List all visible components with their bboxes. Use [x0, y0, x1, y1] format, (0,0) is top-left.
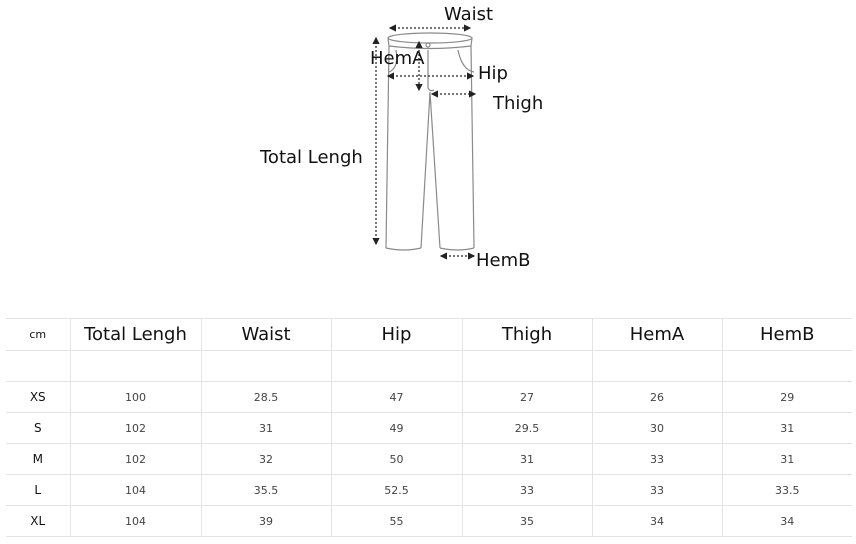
- column-header: Hip: [331, 319, 462, 351]
- column-header: Thigh: [462, 319, 592, 351]
- value-cell: 31: [462, 444, 592, 475]
- hip-label: Hip: [478, 63, 508, 84]
- size-chart-table: [6, 318, 852, 537]
- value-cell: 29: [722, 382, 852, 413]
- value-cell: 33: [592, 475, 722, 506]
- thigh-label: Thigh: [493, 93, 544, 114]
- value-cell: 26: [592, 382, 722, 413]
- table-row: [6, 475, 852, 506]
- value-cell: 30: [592, 413, 722, 444]
- value-cell: 33: [592, 444, 722, 475]
- value-cell: 104: [70, 506, 201, 537]
- value-cell: 33.5: [722, 475, 852, 506]
- value-cell: 35.5: [201, 475, 331, 506]
- value-cell: 31: [722, 413, 852, 444]
- value-cell: 28.5: [201, 382, 331, 413]
- value-cell: 49: [331, 413, 462, 444]
- size-cell: XS: [6, 382, 70, 413]
- value-cell: 33: [462, 475, 592, 506]
- value-cell: 47: [331, 382, 462, 413]
- size-cell: XL: [6, 506, 70, 537]
- waist-label: Waist: [444, 4, 494, 25]
- table-row: [6, 413, 852, 444]
- size-cell: M: [6, 444, 70, 475]
- value-cell: 34: [722, 506, 852, 537]
- value-cell: 35: [462, 506, 592, 537]
- size-cell: L: [6, 475, 70, 506]
- value-cell: 102: [70, 444, 201, 475]
- column-header: HemA: [592, 319, 722, 351]
- value-cell: 52.5: [331, 475, 462, 506]
- value-cell: 100: [70, 382, 201, 413]
- hem-b-label: HemB: [476, 250, 531, 271]
- value-cell: 27: [462, 382, 592, 413]
- value-cell: 31: [201, 413, 331, 444]
- value-cell: 29.5: [462, 413, 592, 444]
- table-header-row: [6, 319, 852, 351]
- column-header: Waist: [201, 319, 331, 351]
- value-cell: 32: [201, 444, 331, 475]
- value-cell: 104: [70, 475, 201, 506]
- column-header: Total Lengh: [70, 319, 201, 351]
- value-cell: 102: [70, 413, 201, 444]
- value-cell: 39: [201, 506, 331, 537]
- value-cell: 31: [722, 444, 852, 475]
- table-row: [6, 382, 852, 413]
- value-cell: 34: [592, 506, 722, 537]
- value-cell: 50: [331, 444, 462, 475]
- column-header: HemB: [722, 319, 852, 351]
- unit-header: cm: [6, 319, 70, 351]
- total-length-label: Total Lengh: [260, 147, 363, 168]
- hem-a-label: HemA: [370, 48, 425, 69]
- value-cell: 55: [331, 506, 462, 537]
- table-row: [6, 506, 852, 537]
- table-spacer-row: [6, 351, 852, 382]
- size-cell: S: [6, 413, 70, 444]
- table-row: [6, 444, 852, 475]
